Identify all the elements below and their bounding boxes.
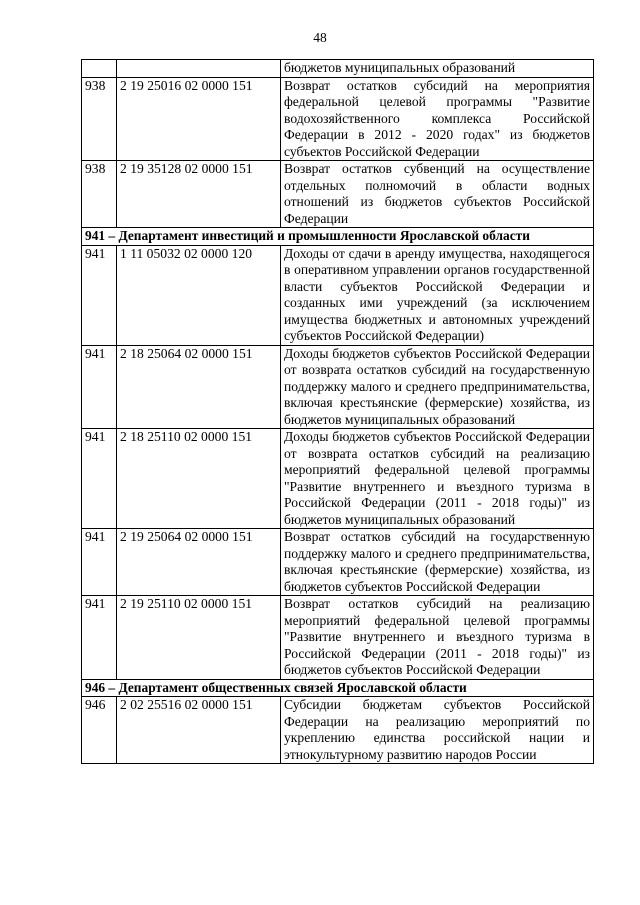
budget-code-cell: 2 02 25516 02 0000 151 — [117, 697, 281, 764]
description-cell: Субсидии бюджетам субъектов Российской Федерации на реализацию мероприятий по укреплению единства российской нации и этнокультурному развитию народов России — [281, 697, 594, 764]
budget-code-cell: 2 19 25016 02 0000 151 — [117, 77, 281, 161]
admin-code-cell: 938 — [82, 77, 117, 161]
table-row — [82, 596, 594, 680]
table-row — [82, 429, 594, 529]
admin-code-cell: 941 — [82, 596, 117, 680]
table-row — [82, 529, 594, 596]
budget-code-cell: 2 18 25110 02 0000 151 — [117, 429, 281, 529]
budget-code-cell: 2 19 25110 02 0000 151 — [117, 596, 281, 680]
budget-code-cell: 2 19 25064 02 0000 151 — [117, 529, 281, 596]
description-cell: Возврат остатков субсидий на государственную поддержку малого и среднего предпринимательства, включая крестьянские (фермерские) хозяйства, из бюджетов субъектов Российской Федерации — [281, 529, 594, 596]
budget-code-cell: 2 18 25064 02 0000 151 — [117, 345, 281, 429]
table-row — [82, 77, 594, 161]
admin-code-cell: 946 — [82, 697, 117, 764]
description-cell: Возврат остатков субсидий на реализацию мероприятий федеральной целевой программы "Развитие внутреннего и въездного туризма в Российской Федерации (2011 - 2018 годы)" из бюджетов субъектов Российской Федерации — [281, 596, 594, 680]
table-row — [82, 697, 594, 764]
admin-code-cell: 938 — [82, 161, 117, 228]
description-cell: Возврат остатков субвенций на осуществление отдельных полномочий в области водных отношений из бюджетов субъектов Российской Федерации — [281, 161, 594, 228]
table-row — [82, 60, 594, 78]
admin-code-cell: 941 — [82, 245, 117, 345]
table-body — [82, 60, 594, 764]
description-cell: Возврат остатков субсидий на мероприятия федеральной целевой программы "Развитие водохозяйственного комплекса Российской Федерации в 2012 - 2020 годах" из бюджетов субъектов Российской Федерации — [281, 77, 594, 161]
table-row — [82, 345, 594, 429]
description-cell: Доходы бюджетов субъектов Российской Федерации от возврата остатков субсидий на государственную поддержку малого и среднего предпринимательства, включая крестьянские (фермерские) хозяйства, из бюджетов муниципальных образований — [281, 345, 594, 429]
admin-code-cell: 941 — [82, 345, 117, 429]
description-cell: бюджетов муниципальных образований — [281, 60, 594, 78]
section-header-row — [82, 679, 594, 697]
section-title: 946 – Департамент общественных связей Ярославской области — [82, 679, 594, 697]
budget-code-cell — [117, 60, 281, 78]
section-header-row — [82, 228, 594, 246]
budget-code-cell: 2 19 35128 02 0000 151 — [117, 161, 281, 228]
section-title: 941 – Департамент инвестиций и промышленности Ярославской области — [82, 228, 594, 246]
table-row — [82, 245, 594, 345]
description-cell: Доходы бюджетов субъектов Российской Федерации от возврата остатков субсидий на реализацию мероприятий федеральной целевой программы "Развитие внутреннего и въездного туризма в Российской Федерации (2011 - 2018 годы)" из бюджетов муниципальных образований — [281, 429, 594, 529]
page-number: 48 — [313, 30, 327, 45]
description-cell: Доходы от сдачи в аренду имущества, находящегося в оперативном управлении органов государственной власти субъектов Российской Федерации и созданных ими учреждений (за исключением имущества бюджетных и автономных учреждений субъектов Российской Федерации) — [281, 245, 594, 345]
table-row — [82, 161, 594, 228]
budget-classification-table — [81, 59, 594, 764]
admin-code-cell: 941 — [82, 429, 117, 529]
admin-code-cell — [82, 60, 117, 78]
budget-code-cell: 1 11 05032 02 0000 120 — [117, 245, 281, 345]
admin-code-cell: 941 — [82, 529, 117, 596]
